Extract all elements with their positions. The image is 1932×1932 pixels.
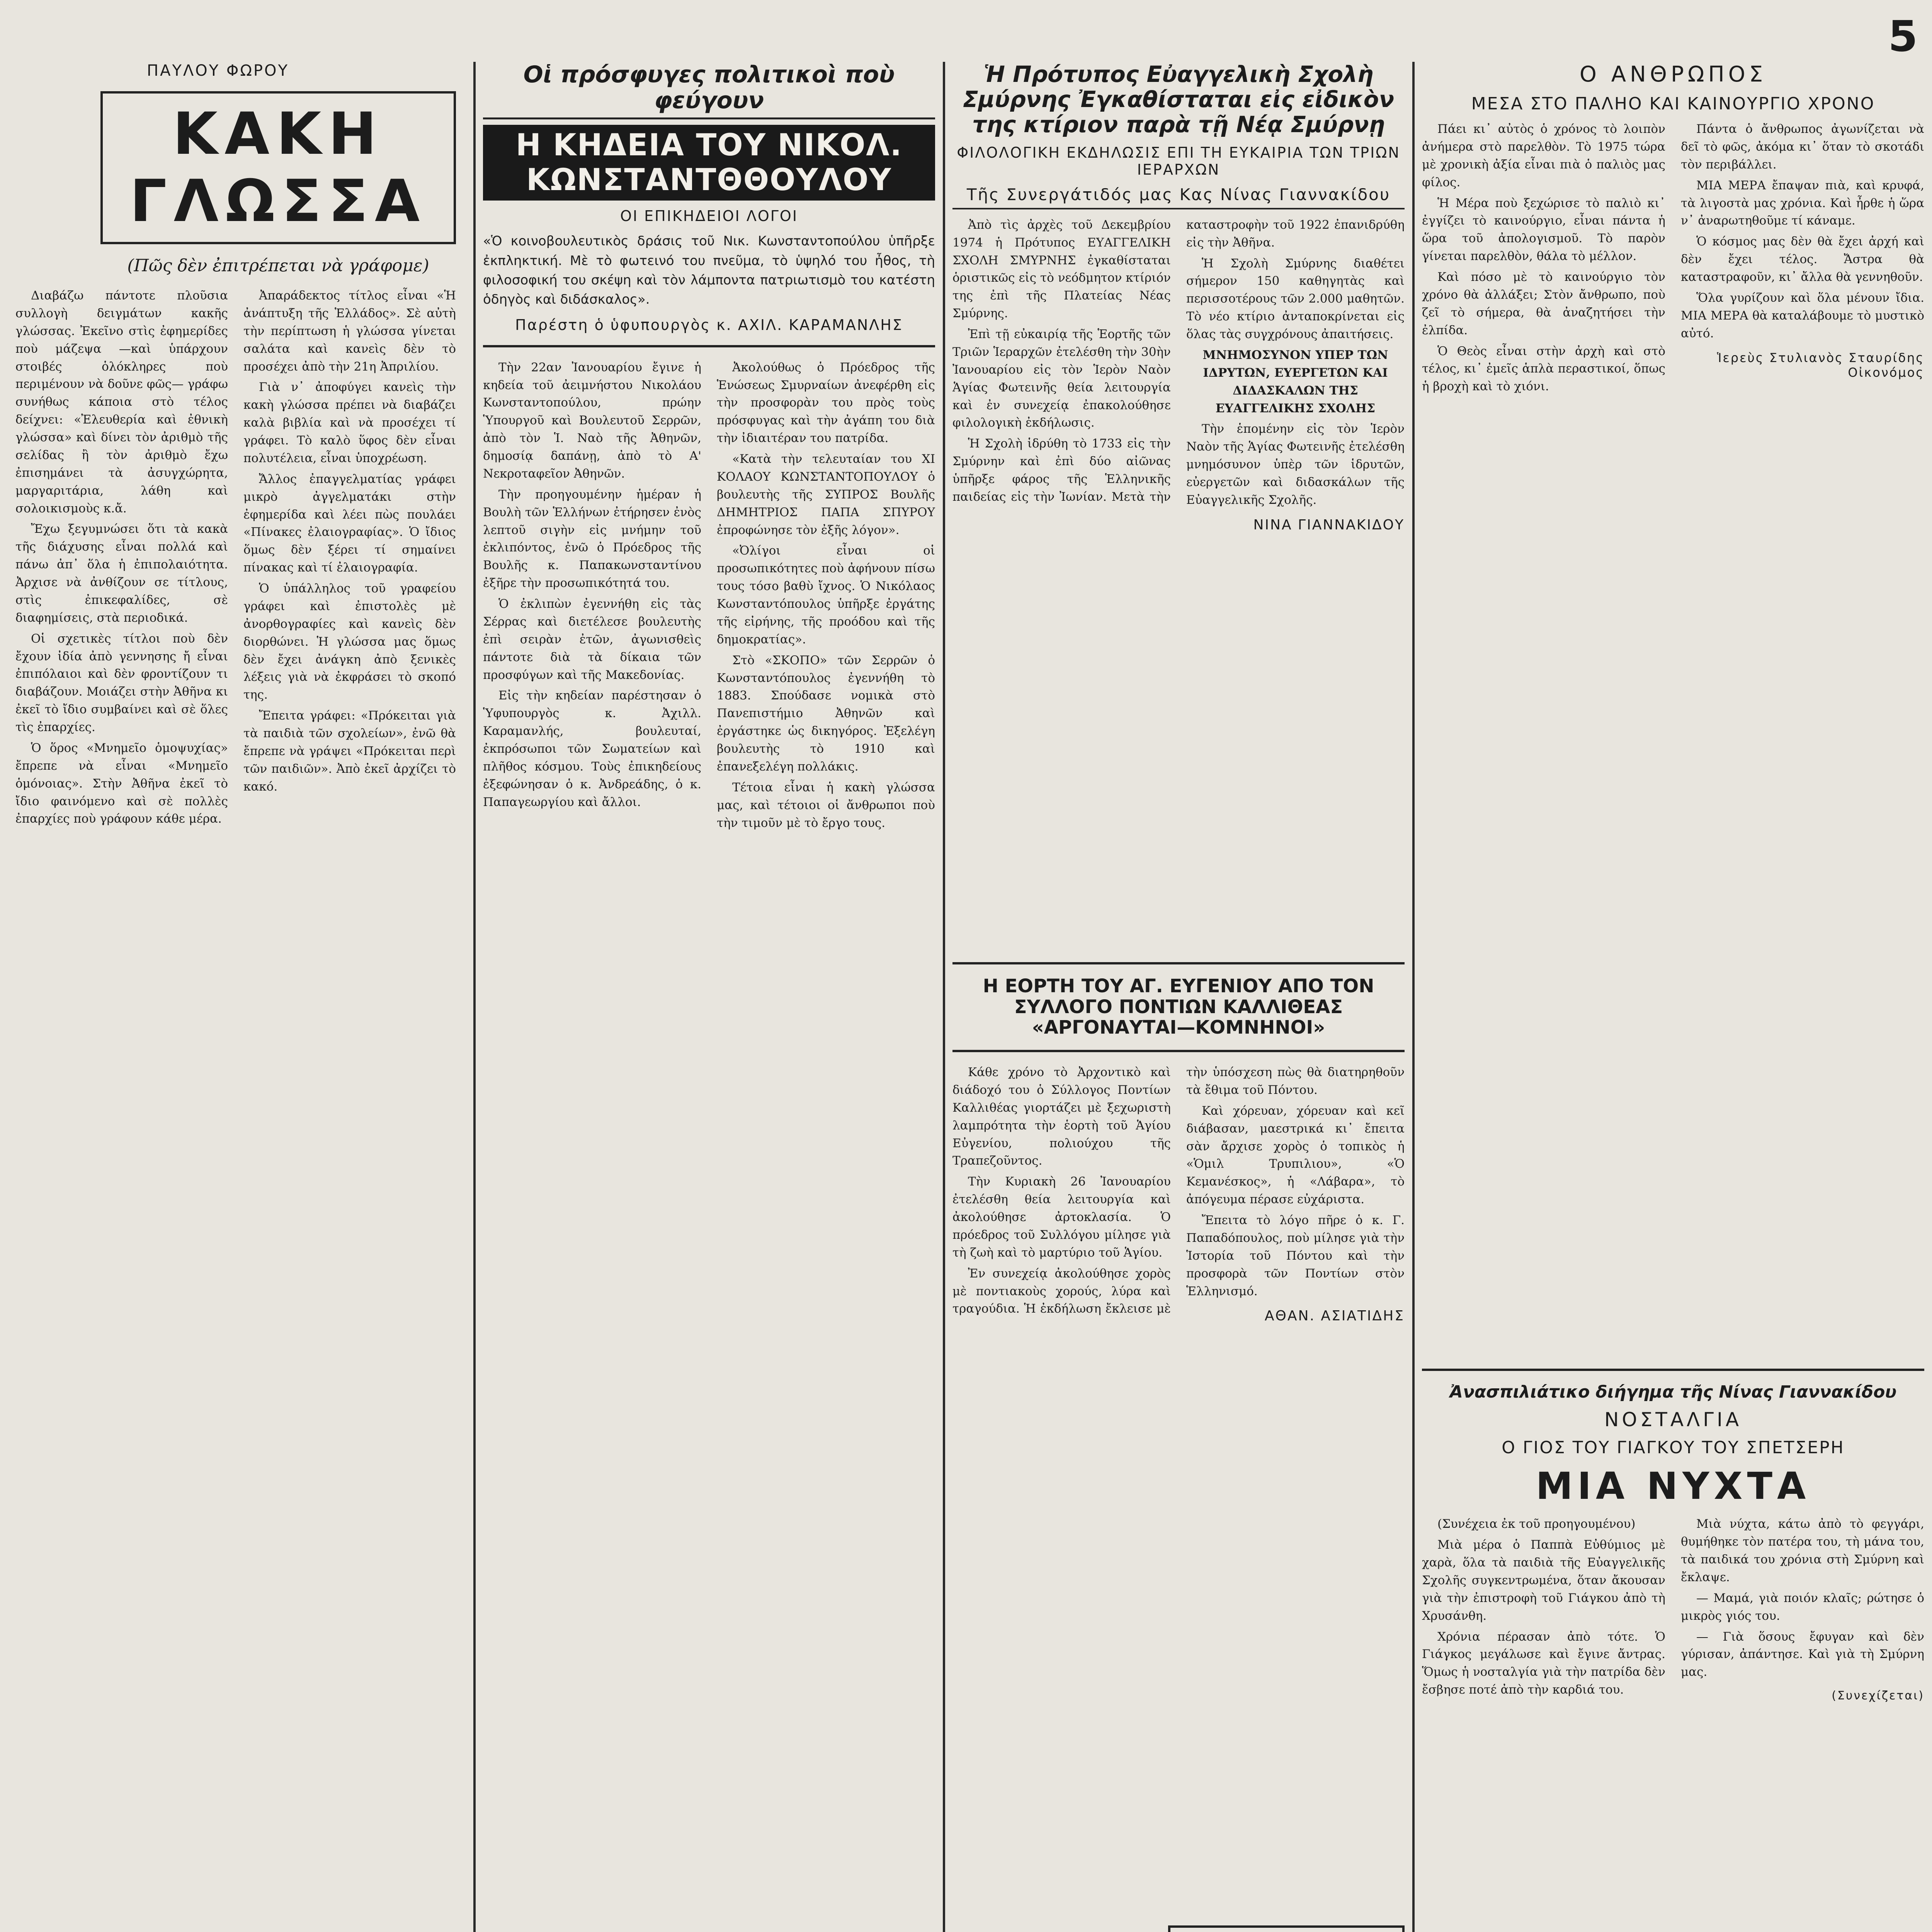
paragraph: Τὴν 22αν Ἰανουαρίου ἔγινε ἡ κηδεία τοῦ ἀειμνήστου Νικολάου Κωνσταντοπούλου, πρώην Ὑπουργοῦ καὶ Βουλευτοῦ Σερρῶν, ἀπὸ τὸν Ἱ. Ναὸ τῆς Ἀθηνῶν, δημοσίᾳ δαπάνῃ, ἀπὸ τὸ Α' Νεκροταφεῖον Ἀθηνῶν.: [483, 360, 701, 481]
subhead: Τῆς Συνεργάτιδός μας Κας Νίνας Γιαννακίδου: [952, 185, 1405, 209]
paragraph: Οἱ σχετικὲς τίτλοι ποὺ δὲν ἔχουν ἰδία ἀπὸ γεννησης ἤ εἶναι ἐπιπόλαιοι καὶ δὲν φροντίζουν τι διαβάζουν. Μοιάζει στὴν Ἀθῆνα κι ἐκεῖ τὸ ἴδιο συμβαίνει καὶ σὲ ὅλες τὶς ἐπαρχίες.: [15, 631, 228, 734]
paragraph: Ἄλλος ἐπαγγελματίας γράφει μικρὸ ἀγγελματάκι στὴν ἐφημερίδα καὶ λέει πὼς πουλάει «Πίνακες ἐλαιογραφίας». Ὁ ἴδιος ὅμως δὲν ξέρει τί σημαίνει πίνακας καὶ τί ἐλαιογραφία.: [243, 472, 456, 575]
story-title: ΝΟΣΤΑΛΓΙΑ: [1604, 1408, 1742, 1431]
article-body: [952, 1064, 1405, 1914]
section-label: ΟΙ ΕΠΙΚΗΔΕΙΟΙ ΛΟΓΟΙ: [620, 207, 798, 225]
divider: [952, 1050, 1405, 1052]
paragraph: Ἡ Μέρα ποὺ ξεχώρισε τὸ παλιὸ κι᾿ ἐγγίζει τὸ καινούργιο, εἶναι πάντα ἡ ὥρα τοῦ ἀπολογισμοῦ. Τὸ παρὸν γίνεται παρελθὸν, θάλα τὸ μέλλον.: [1422, 196, 1665, 264]
paragraph: Ἔχω ξεγυμνώσει ὅτι τὰ κακὰ τῆς διάχυσης εἶναι πολλά καὶ πάνω ἀπ᾿ ὅλα ἡ ἐπιπολαιότητα. Ἀρχισε νὰ ἀνθίζουν σε τίτλους, στὶς ἐπικεφαλίδες, σὲ διαφημίσεις, στὰ περιοδικά.: [15, 522, 228, 625]
article-title: Ο ΑΝΘΡΩΠΟΣ: [1579, 62, 1767, 87]
story-footer: (Συνεχίζεται): [1832, 1689, 1924, 1703]
paragraph: ΜΝΗΜΟΣΥΝΟΝ ΥΠΕΡ ΤΩΝ ΙΔΡΥΤΩΝ, ΕΥΕΡΓΕΤΩΝ ΚΑΙ ΔΙΔΑΣΚΑΛΩΝ ΤΗΣ ΕΥΑΓΓΕΛΙΚΗΣ ΣΧΟΛΗΣ: [1202, 348, 1388, 415]
paragraph: Ὁ ἐκλιπὼν ἐγεννήθη εἰς τὰς Σέρρας καὶ διετέλεσε βουλευτὴς ἐπὶ σειρὰν ἐτῶν, ἀγωνισθεὶς πάντοτε διὰ τὰ δίκαια τῶν προσφύγων καὶ τῆς Μακεδονίας.: [483, 597, 701, 682]
lead-text: «Ὁ κοινοβουλευτικὸς δράσις τοῦ Νικ. Κωνσταντοπούλου ὑπῆρξε ἐκπληκτική. Μὲ τὸ φωτεινό του πνεῦμα, τὸ ὑψηλό του ἦθος, τὴ φιλοσοφική του σκέψη καὶ τὸν λάμποντα πατριωτισμὸ του κατέστη ὁδηγὸς καὶ διδάσκαλος».: [483, 233, 935, 308]
paragraph: Εἰς τὴν κηδείαν παρέστησαν ὁ Ὑφυπουργὸς κ. Ἀχιλλ. Καραμανλής, βουλευταί, ἐκπρόσωποι τῶν Σωματείων καὶ πλῆθος κόσμου. Τοὺς ἐπικηδείους ἐξεφώνησαν ὁ κ. Ἀνδρεάδης, ὁ κ. Παπαγεωργίου καὶ ἄλλοι.: [483, 689, 701, 809]
kicker-headline: Οἱ πρόσφυγες πολιτικοὶ ποὺ φεύγουν: [483, 62, 935, 119]
column-o-anthropos: [1422, 62, 1924, 1932]
article-subtitle: (Πῶς δὲν ἐπιτρέπεται νὰ γράφομε): [127, 256, 429, 276]
paragraph: Καὶ χόρευαν, χόρευαν καὶ κεῖ διάβασαν, μαεστρικά κι᾿ ἔπειτα σὰν ἄρχισε χορὸς ὁ τοπικὸς ἡ «Ὁμιλ Τρυπιλιου», «Ὁ Κεμανέσκος», ἡ «Λάβαρα», τὸ ἀπόγευμα πέρασε εὐχάριστα.: [1186, 1104, 1405, 1207]
paragraph: Ἔπειτα τὸ λόγο πῆρε ὁ κ. Γ. Παπαδόπουλος, ποὺ μίλησε γιὰ τὴν Ἱστορία τοῦ Πόντου καὶ τὴν προσφορὰ τῶν Ποντίων στὸν Ἑλληνισμό.: [1186, 1213, 1405, 1298]
story-headline: ΜΙΑ ΝΥΧΤΑ: [1536, 1464, 1811, 1508]
paragraph: «Κατὰ τὴν τελευταίαν του XI ΚΟΛΑΟΥ ΚΩΝΣΤΑΝΤΟΠΟΥΛΟΥ ὁ βουλευτὴς τῆς ΣΥΠΡΟΣ Βουλῆς ΔΗΜΗΤΡΙΟΣ ΠΑΠΑ ΣΠΥΡΟΥ ἐπροφώνησε τὸν ἐξῆς λόγον».: [717, 452, 935, 537]
paragraph: «Ὀλίγοι εἶναι οἱ προσωπικότητες ποὺ ἀφήνουν πίσω τους τόσο βαθὺ ἴχνος. Ὁ Νικόλαος Κωνσταντόπουλος ὑπῆρξε ἐργάτης τῆς εἰρήνης, τῆς προόδου καὶ τῆς δημοκρατίας».: [717, 544, 935, 646]
paragraph: Ὁ ὑπάλληλος τοῦ γραφείου γράφει καὶ ἐπιστολὲς μὲ ἀνορθογραφίες καὶ κανεὶς δὲν διορθώνει. Ἡ γλώσσα μας ὅμως δὲν ἔχει ἀνάγκη ἀπὸ ξενικὲς λέξεις γιὰ νὰ ἐκφράσει τὸ σκοπό της.: [243, 582, 456, 702]
paragraph: Στὸ «ΣΚΟΠΟ» τῶν Σερρῶν ὁ Κωνσταντόπουλος ἐγεννήθη τὸ 1883. Σπούδασε νομικὰ στὸ Πανεπιστήμιο Ἀθηνῶν καὶ ἐργάστηκε ὡς δικηγόρος. Ἐξελέγη βουλευτὴς τὸ 1910 καὶ ἐπανεξελέγη πολλάκις.: [717, 653, 935, 774]
divider: [1422, 1369, 1924, 1371]
column-kideia: [483, 62, 935, 1932]
paragraph: Πάει κι᾿ αὐτὸς ὁ χρόνος τὸ λοιπὸν ἀνήμερα στὸ παρελθὸν. Τὸ 1975 τώρα μὲ χρονικὴ ἀξία εἶναι πιὰ ὁ παλιὸς μας φίλος.: [1422, 122, 1665, 189]
signature: Ἱερεὺς Στυλιανὸς Σταυρίδης Οἰκονόμος: [1717, 350, 1924, 380]
paragraph: Πάντα ὁ ἄνθρωπος ἀγωνίζεται νὰ δεῖ τὸ φῶς, ἀκόμα κι᾿ ὅταν τὸ σκοτάδι τὸν περιβάλλει.: [1681, 122, 1924, 172]
divider: [483, 345, 935, 347]
paragraph: Τὴν Κυριακὴ 26 Ἰανουαρίου ἐτελέσθη θεία λειτουργία καὶ ἀκολούθησε ἀρτοκλασία. Ὁ πρόεδρος τοῦ Συλλόγου μίλησε γιὰ τὴ ζωὴ καὶ τὸ μαρτύριο τοῦ Ἁγίου.: [952, 1175, 1171, 1260]
paragraph: Χρόνια πέρασαν ἀπὸ τότε. Ὁ Γιάγκος μεγάλωσε καὶ ἔγινε ἄντρας. Ὅμως ἡ νοσταλγία γιὰ τὴν πατρίδα δὲν ἔσβησε ποτέ ἀπὸ τὴν καρδιά του.: [1422, 1629, 1665, 1697]
secondary-headline: Η ΕΟΡΤΗ ΤΟΥ ΑΓ. ΕΥΓΕΝΙΟΥ ΑΠΟ ΤΟΝ ΣΥΛΛΟΓΟ ΠΟΝΤΙΩΝ ΚΑΛΛΙΘΕΑΣ «ΑΡΓΟΝΑΥΤΑΙ—ΚΟΜΝΗΝΟΙ»: [983, 975, 1374, 1039]
column-evangeliki-scholi: [952, 62, 1405, 1932]
paragraph: Ἀπὸ τὶς ἀρχὲς τοῦ Δεκεμβρίου 1974 ἡ Πρότυπος ΕΥΑΓΓΕΛΙΚΗ ΣΧΟΛΗ ΣΜΥΡΝΗΣ ἐγκαθίσταται ὁριστικῶς εἰς τὸ νεόδμητον κτίριόν της ἐπὶ τῆς Πλατείας Νέας Σμύρνης.: [952, 218, 1171, 321]
paragraph: Τὴν προηγουμένην ἡμέραν ἡ Βουλὴ τῶν Ἑλλήνων ἐτήρησεν ἐνὸς λεπτοῦ σιγὴν εἰς μνήμην τοῦ ἐκλιπόντος, ἐνῶ ὁ Πρόεδρος τῆς Βουλῆς κ. Παπακωνσταντίνου ἐξῆρε τὴν προσωπικότητά του.: [483, 487, 701, 590]
article-title: ΚΑΚΗ ΓΛΩΣΣΑ: [100, 91, 456, 244]
divider: [952, 962, 1405, 964]
signature: ΝΙΝΑ ΓΙΑΝΝΑΚΙΔΟΥ: [1253, 517, 1405, 533]
paragraph: Ἡ Σχολὴ Σμύρνης διαθέτει σήμερον 150 καθηγητὰς καὶ περισσοτέρους τῶν 2.000 μαθητῶν. Τὸ νέο κτίριο ἀνταποκρίνεται εἰς ὅλας τὰς συγχρόνους ἀπαιτήσεις.: [1186, 256, 1405, 342]
column-kaki-glossa: [15, 62, 456, 1932]
paragraph: — Μαμά, γιὰ ποιόν κλαῖς; ρώτησε ὁ μικρὸς γιός του.: [1681, 1591, 1924, 1623]
paragraph: Μιὰ νύχτα, κάτω ἀπὸ τὸ φεγγάρι, θυμήθηκε τὸν πατέρα του, τὴ μάνα του, τὰ παιδικά του χρόνια στὴ Σμύρνη καὶ ἔκλαψε.: [1681, 1517, 1924, 1584]
paragraph: ΜΙΑ ΜΕΡΑ ἔπαψαν πιὰ, καὶ κρυφά, τὰ λιγοστὰ μας χρόνια. Καὶ ἦρθε ἡ ὥρα ν᾿ ἀναρωτηθοῦμε τί κάναμε.: [1681, 178, 1924, 228]
main-headline: Η ΚΗΔΕΙΑ ΤΟΥ ΝΙΚΟΛ. ΚΩΝΣΤΑΝΤΘΘΟΥΛΟΥ: [483, 125, 935, 201]
paragraph: Ἡ Σχολὴ ἱδρύθη τὸ 1733 εἰς τὴν Σμύρνην καὶ ἐπὶ δύο αἰῶνας ὑπῆρξε φάρος τῆς Ἑλληνικῆς παιδείας εἰς τὴν Ἰωνίαν. Μετὰ τὴν καταστροφὴν τοῦ 1922 ἐπανιδρύθη εἰς τὴν Ἀθῆνα.: [952, 218, 1405, 504]
paragraph: Ὁ ὅρος «Μνημεῖο ὁμοψυχίας» ἔπρεπε νὰ εἶναι «Μνημεῖο ὁμόνοιας». Στὴν Ἀθῆνα ἐκεῖ τὸ ἴδιο φαινόμενο καὶ σὲ πολλὲς ἐπαρχίες ποὺ γράφουν κάθε μέρα.: [15, 741, 228, 826]
paragraph: Ὁ Θεὸς εἶναι στὴν ἀρχὴ καὶ στὸ τέλος, κι᾿ ἐμεῖς ἁπλὰ περαστικοί, ὅπως ἡ βροχὴ καὶ τὸ χιόνι.: [1422, 344, 1665, 394]
paragraph: Ὁ κόσμος μας δὲν θὰ ἔχει ἀρχή καὶ δὲν ἔχει τέλος. Ἄστρα θὰ καταστραφοῦν, κι᾿ ἄλλα θὰ γεννηθοῦν.: [1681, 235, 1924, 284]
paragraph: Τέτοια εἶναι ἡ κακὴ γλώσσα μας, καὶ τέτοιοι οἱ ἄνθρωποι ποὺ τὴν τιμοῦν μὲ τὸ ἔργο τους.: [717, 780, 935, 830]
column-rule: [1412, 62, 1415, 1932]
paragraph: Διαβάζω πάντοτε πλοῦσια συλλογὴ δειγμάτων κακῆς γλώσσας. Ἐκεῖνο στὶς ἐφημερίδες ποὺ μάζεψα —καὶ ὑπάρχουν στοιβές ὁλόκληρες ποὺ περιμένουν νὰ δοῦνε φῶς— γράφω συνήθως κάποια στὸ τέλος δείχνει: «Ἐλευθερία καὶ ἐθνικὴ γλώσσα» καὶ δίνει τὸν ἀριθμὸ τῆς σελίδας ἢ τὸν ἀριθμὸ ἔχω ἐπισημάνει τὰ ἀσυγχώρητα, μαργαριτάρια, λάθη καὶ σολοικισμοὺς κ.ἄ.: [15, 289, 228, 515]
kicker: ΦΙΛΟΛΟΓΙΚΗ ΕΚΔΗΛΩΣΙΣ ΕΠΙ ΤΗ ΕΥΚΑΙΡΙΑ ΤΩΝ ΤΡΙΩΝ ΙΕΡΑΡΧΩΝ: [957, 144, 1400, 178]
paragraph: Ἀπαράδεκτος τίτλος εἶναι «Ἡ ἀνάπτυξη τῆς Ἑλλάδος». Σὲ αὐτὴ τὴν περίπτωση ἡ γλώσσα γίνεται σαλάτα καὶ κανεὶς δὲν τὸ προσέχει ἀπὸ τὴν 21η Ἀπριλίου.: [243, 289, 456, 374]
paragraph: Γιὰ ν᾿ ἀποφύγει κανεὶς τὴν κακὴ γλώσσα πρέπει νὰ διαβάζει καλὰ βιβλία καὶ νὰ προσέχει τί γράφει. Τὸ καλὸ ὕφος δὲν εἶναι πολυτέλεια, εἶναι ὑποχρέωση.: [243, 380, 456, 465]
signature: ΑΘΑΝ. ΑΣΙΑΤΙΔΗΣ: [1264, 1308, 1405, 1324]
paragraph: Καὶ πόσο μὲ τὸ καινούργιο τὸν χρόνο θὰ ἀλλάξει; Στὸν ἄνθρωπο, ποὺ ζεῖ τὸ σήμερα, θὰ ἀναζητήσει τὴν ἐλπίδα.: [1422, 270, 1665, 337]
paragraph: Ἔπειτα γράφει: «Πρόκειται γιὰ τὰ παιδιὰ τῶν σχολείων», ἐνῶ θὰ ἔπρεπε νὰ γράψει «Πρόκειται περὶ τῶν παιδιῶν». Ἀπὸ ἐκεῖ ἀρχίζει τὸ κακό.: [243, 709, 456, 794]
paragraph: Ἀκολούθως ὁ Πρόεδρος τῆς Ἑνώσεως Σμυρναίων ἀνεφέρθη εἰς τὴν προσφορὰν του πρὸς τοὺς πρόσφυγας καὶ τὴν ἀγάπη του διὰ τὴν ἰδιαιτέραν του πατρίδα.: [717, 360, 935, 446]
paragraph: — Γιὰ ὅσους ἔφυγαν καὶ δὲν γύρισαν, ἀπάντησε. Καὶ γιὰ τὴ Σμύρνη μας.: [1681, 1629, 1924, 1679]
story-kicker: Ἀνασπιλιάτικο διήγημα τῆς Νίνας Γιαννακίδου: [1449, 1382, 1897, 1402]
story-subtitle: Ο ΓΙΟΣ ΤΟΥ ΓΙΑΓΚΟΥ ΤΟΥ ΣΠΕΤΣΕΡΗ: [1502, 1438, 1845, 1458]
byline: ΠΑΥΛΟΥ ΦΩΡΟΥ: [147, 62, 289, 80]
article-subtitle: ΜΕΣΑ ΣΤΟ ΠΑΛΗΟ ΚΑΙ ΚΑΙΝΟΥΡΓΙΟ ΧΡΟΝΟ: [1471, 94, 1875, 114]
paragraph: Κάθε χρόνο τὸ Ἀρχοντικὸ καὶ διάδοχό του ὁ Σύλλογος Ποντίων Καλλιθέας γιορτάζει μὲ ξεχωριστὴ λαμπρότητα τὴν ἑορτὴ τοῦ Ἁγίου Εὐγενίου, πολιούχου τῆς Τραπεζοῦντος.: [952, 1065, 1171, 1168]
column-rule: [473, 62, 476, 1932]
article-body: [952, 216, 1405, 951]
paragraph: Ἐπὶ τῇ εὐκαιρίᾳ τῆς Ἑορτῆς τῶν Τριῶν Ἱεραρχῶν ἐτελέσθη τὴν 30ὴν Ἰανουαρίου εἰς τὸν Ἱερὸν Ναὸν Ἁγίας Φωτεινῆς θεία λειτουργία καὶ ἐν συνεχείᾳ ἐπακολούθησε φιλολογικὴ ἐκδήλωσις.: [952, 327, 1171, 430]
story-body: [1422, 1515, 1924, 1932]
paragraph: Ἐν συνεχείᾳ ἀκολούθησε χορὸς μὲ ποντιακοὺς χορούς, λύρα καὶ τραγούδια. Ἡ ἐκδήλωση ἔκλεισε μὲ τὴν ὑπόσχεση πὼς θὰ διατηρηθοῦν τὰ ἔθιμα τοῦ Πόντου.: [952, 1065, 1405, 1316]
paragraph: Μιὰ μέρα ὁ Παππὰ Εὐθύμιος μὲ χαρὰ, ὅλα τὰ παιδιὰ τῆς Εὐαγγελικῆς Σχολῆς συγκεντρωμένα, ὅταν ἄκουσαν γιὰ τὴν ἐπιστροφὴ τοῦ Γιάγκου ἀπὸ τὴ Χρυσάνθη.: [1422, 1538, 1665, 1623]
column-rule: [943, 62, 945, 1932]
paragraph: Τὴν ἑπομένην εἰς τὸν Ἱερὸν Ναὸν τῆς Ἁγίας Φωτεινῆς ἐτελέσθη μνημόσυνον ὑπὲρ τῶν ἱδρυτῶν, εὐεργετῶν καὶ διδασκάλων τῆς Εὐαγγελικῆς Σχολῆς.: [1186, 422, 1405, 507]
page-number: 5: [1888, 12, 1918, 61]
lead-signature: Παρέστη ὁ ὑφυπουργὸς κ. ΑΧΙΛ. ΚΑΡΑΜΑΝΛΗΣ: [515, 316, 903, 333]
main-headline: Ἡ Πρότυπος Εὐαγγελικὴ Σχολὴ Σμύρνης Ἐγκαθίσταται εἰς εἰδικὸν της κτίριον παρὰ τῇ Νέᾳ Σμύρνῃ: [963, 62, 1395, 138]
paragraph: Ὅλα γυρίζουν καὶ ὅλα μένουν ἴδια. ΜΙΑ ΜΕΡΑ θὰ καταλάβουμε τὸ μυστικὸ αὐτό.: [1681, 291, 1924, 340]
article-body: [15, 287, 456, 828]
public-notice: [1168, 1925, 1405, 1932]
article-body: [483, 359, 935, 1932]
article-body: [1422, 121, 1924, 1357]
paragraph: (Συνέχεια ἐκ τοῦ προηγουμένου): [1437, 1517, 1636, 1531]
